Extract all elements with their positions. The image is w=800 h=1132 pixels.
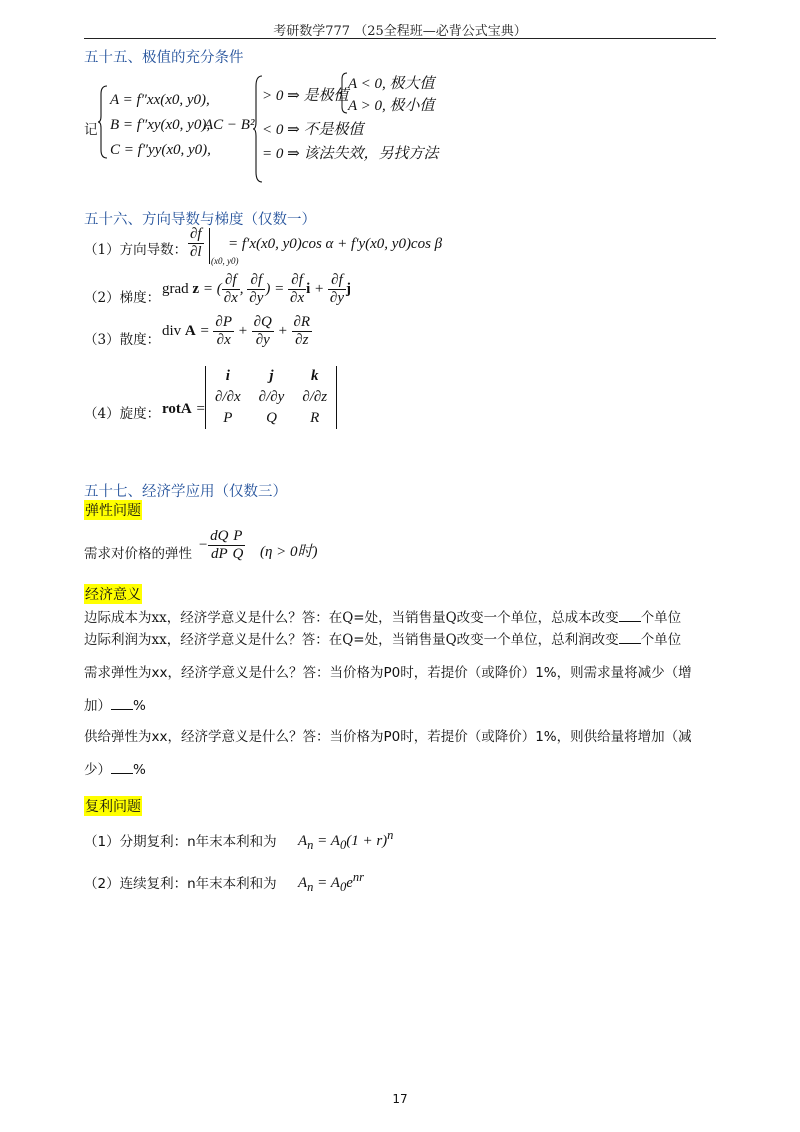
case-positive: > 0 ⇒ 是极值 xyxy=(262,88,349,104)
demand-elasticity-line-2 xyxy=(84,694,146,714)
page-number: 17 xyxy=(392,1092,408,1106)
section-57-title: 五十七、经济学应用（仅数三） xyxy=(84,484,287,500)
ji-label: 记 xyxy=(84,122,98,138)
blank-4 xyxy=(111,761,133,774)
marginal-profit-line xyxy=(84,628,681,648)
case-min: A > 0, 极小值 xyxy=(348,98,435,114)
header-divider xyxy=(84,38,716,39)
periodic-compound-formula: $A_n = A_0(1 + r)^n$ xyxy=(298,828,394,852)
econ-meaning-label: 经济意义 xyxy=(84,584,142,604)
left-brace xyxy=(97,84,109,160)
item2-label: （2）梯度： xyxy=(84,290,161,306)
row-c: C = f″yy(x0, y0), xyxy=(110,142,211,158)
case-negative: < 0 ⇒ 不是极值 xyxy=(262,122,364,138)
directional-derivative xyxy=(188,226,204,261)
case-zero: = 0 ⇒ 该法失效，另找方法 xyxy=(262,146,439,162)
det-dy: ∂/∂y xyxy=(258,389,285,405)
demand-elasticity-label: 需求对价格的弹性 xyxy=(84,546,192,562)
curl-prefix: rotA = xyxy=(162,401,206,417)
pct-2: % xyxy=(133,762,146,778)
elasticity-formula: − $\frac{dQ}{dP}$ $\frac{P}{Q}$ xyxy=(198,528,244,562)
det-q: Q xyxy=(266,410,277,426)
line4b-text: 少） xyxy=(84,762,111,778)
line2-text: 边际利润为xx，经济学意义是什么？答：在Q=处，当销售量Q改变一个单位，总利润改变 xyxy=(84,632,619,648)
continuous-compound-label: （2）连续复利：n年末本利和为 xyxy=(84,876,277,892)
demand-elasticity-line: 需求弹性为xx，经济学意义是什么？答：当价格为P0时，若提价（或降价）1%，则需求量将减少（增 xyxy=(84,665,692,681)
gradient-formula: grad z = ( $\frac{\partial f}{\partial x}$ , $\frac{\partial f}{\partial y}$ ) = $\frac{\partial f}{\partial x}$ i + $\frac{\partial f}{\partial y}$ j xyxy=(162,272,351,306)
item1-label: （1）方向导数： xyxy=(84,242,188,258)
det-k: k xyxy=(310,368,319,384)
line1-unit: 个单位 xyxy=(640,610,682,626)
case-max: A < 0, 极大值 xyxy=(348,76,435,92)
item3-label: （3）散度： xyxy=(84,332,161,348)
eta-condition: (η > 0时) xyxy=(260,544,318,560)
det-p: P xyxy=(223,410,233,426)
continuous-compound-formula: $A_n = A_0e^{nr}$ xyxy=(298,870,364,894)
det-dz: ∂/∂z xyxy=(302,389,328,405)
divergence-formula: div A = $\frac{\partial P}{\partial x}$ + $\frac{\partial Q}{\partial y}$ + $\frac{\partial R}{\partial z}$ xyxy=(162,314,311,348)
line3b-text: 加） xyxy=(84,698,111,714)
section-55-title: 五十五、极值的充分条件 xyxy=(84,50,244,66)
marginal-cost-line xyxy=(84,606,681,626)
section-56-title: 五十六、方向导数与梯度（仅数一） xyxy=(84,212,316,228)
det-r: R xyxy=(310,410,320,426)
page-header: 考研数学777 （25全程班—必背公式宝典） xyxy=(273,24,527,39)
supply-elasticity-line-2 xyxy=(84,758,146,778)
eval-bar xyxy=(209,228,210,264)
item4-label: （4）旋度： xyxy=(84,406,161,422)
line1-text: 边际成本为xx，经济学意义是什么？答：在Q=处，当销售量Q改变一个单位，总成本改变 xyxy=(84,610,619,626)
curl-determinant xyxy=(205,366,337,429)
pct-1: % xyxy=(133,698,146,714)
directional-formula: = f′x(x0, y0)cos α + f′y(x0, y0)cos β xyxy=(228,236,443,252)
det-j: j xyxy=(269,368,274,384)
elasticity-label: 弹性问题 xyxy=(84,500,142,520)
det-dx: ∂/∂x xyxy=(215,389,241,405)
det-i: i xyxy=(225,368,230,384)
df-dl-fraction: $\frac{\partial f}{\partial l}$ xyxy=(190,226,202,260)
row-b: B = f″xy(x0, y0), xyxy=(110,117,211,133)
compound-interest-label: 复利问题 xyxy=(84,796,142,816)
eval-point: (x0, y0) xyxy=(211,256,239,266)
row-a: A = f″xx(x0, y0), xyxy=(110,92,210,108)
sub-brace xyxy=(338,72,348,114)
periodic-compound-label: （1）分期复利：n年末本利和为 xyxy=(84,834,277,850)
supply-elasticity-line: 供给弹性为xx，经济学意义是什么？答：当价格为P0时，若提价（或降价）1%，则供给量将增加（减 xyxy=(84,729,692,745)
blank-1 xyxy=(619,609,641,622)
line2-unit: 个单位 xyxy=(640,632,682,648)
blank-3 xyxy=(111,697,133,710)
discriminant: AC − B² xyxy=(204,117,255,133)
blank-2 xyxy=(619,631,641,644)
